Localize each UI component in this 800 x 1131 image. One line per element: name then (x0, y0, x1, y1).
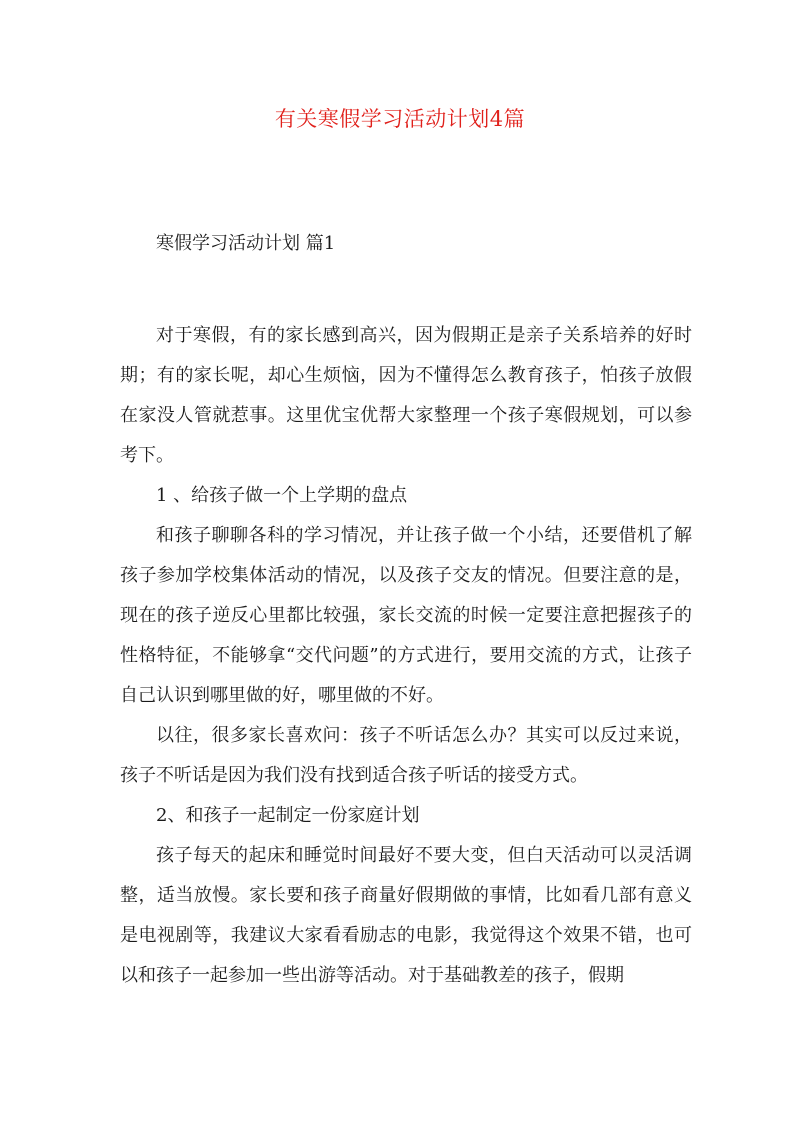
subheading-1: 1 、给孩子做一个上学期的盘点 (156, 485, 408, 506)
subheading-2: 2、和孩子一起制定一份家庭计划 (156, 805, 420, 826)
paragraph-plan: 孩子每天的起床和睡觉时间最好不要大变，但白天活动可以灵活调整，适当放慢。家长要和孩子商量好假期做的事情，比如看几部有意义是电视剧等，我建议大家看看励志的电影，我觉得这个效果不错，也可以和孩子一起参加一些出游等活动。对于基础教差的孩子，假期 (120, 845, 692, 986)
paragraph-listening: 以往，很多家长喜欢问：孩子不听话怎么办？其实可以反过来说，孩子不听话是因为我们没有找到适合孩子听话的接受方式。 (120, 725, 692, 786)
paragraph-review: 和孩子聊聊各科的学习情况，并让孩子做一个小结，还要借机了解孩子参加学校集体活动的情况，以及孩子交友的情况。但要注意的是，现在的孩子逆反心里都比较强，家长交流的时候一定要注意把握孩子的性格特征，不能够拿“交代问题”的方式进行，要用交流的方式，让孩子自己认识到哪里做的好，哪里做的不好。 (120, 525, 692, 706)
document-body (120, 229, 692, 996)
section-heading: 寒假学习活动计划 篇1 (156, 233, 336, 254)
paragraph-intro: 对于寒假，有的家长感到高兴，因为假期正是亲子关系培养的好时期；有的家长呢，却心生烦恼，因为不懂得怎么教育孩子，怕孩子放假在家没人管就惹事。这里优宝优帮大家整理一个孩子寒假规划，可以参考下。 (120, 325, 692, 466)
document-title: 有关寒假学习活动计划4篇 (274, 107, 526, 131)
